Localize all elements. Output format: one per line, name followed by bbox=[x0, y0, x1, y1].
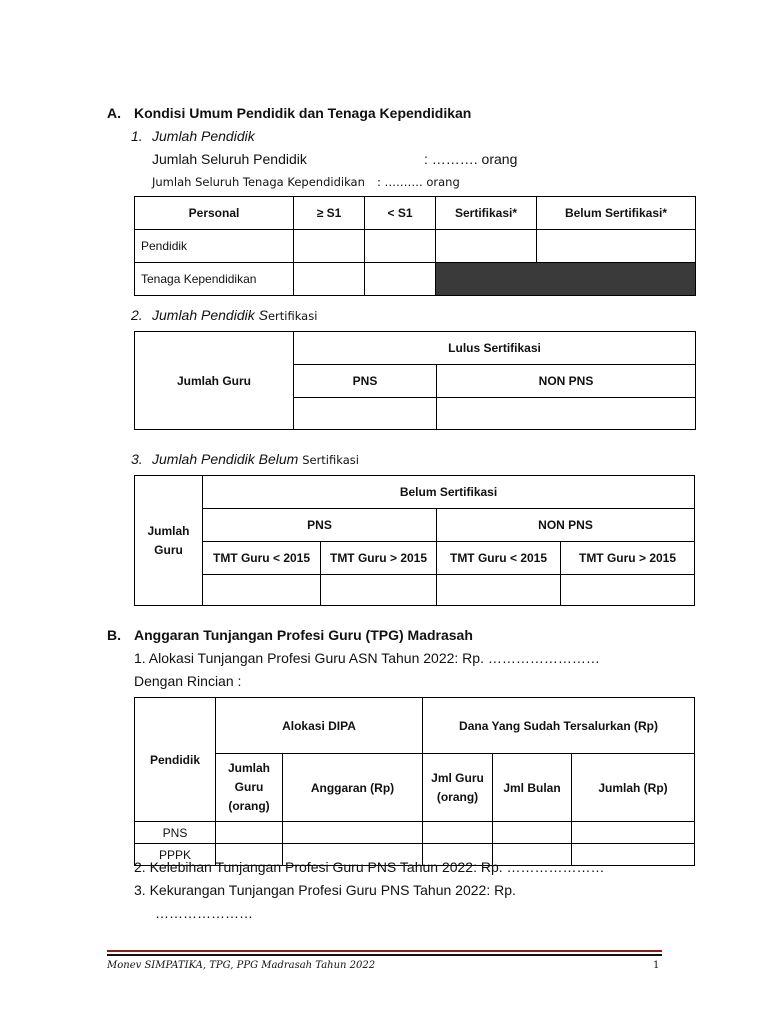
table-belum-sertifikasi bbox=[134, 475, 695, 606]
th-pendidik: Pendidik bbox=[135, 698, 216, 822]
cell[interactable] bbox=[423, 822, 493, 844]
th-jml-guru-orang bbox=[423, 754, 493, 822]
th-jumlah-guru-line1: Jumlah bbox=[227, 761, 270, 775]
footer-rule-dark bbox=[107, 954, 662, 956]
item2-kelebihan: 2. Kelebihan Tunjangan Profesi Guru PNS Tahun 2022: Rp. ………………… bbox=[134, 859, 605, 875]
th-tmt-pns-after: TMT Guru > 2015 bbox=[321, 542, 437, 575]
th-jumlah-rp: Jumlah (Rp) bbox=[572, 754, 695, 822]
th-s1-up: ≥ S1 bbox=[294, 197, 365, 230]
sub3-title-italic: Jumlah Pendidik Belum bbox=[152, 451, 303, 467]
cell[interactable] bbox=[294, 263, 365, 296]
th-alokasi-dipa: Alokasi DIPA bbox=[216, 698, 423, 754]
th-jumlah-guru bbox=[135, 476, 203, 606]
sub3-title bbox=[152, 451, 359, 469]
item3-kekurangan-cont: ………………… bbox=[155, 905, 253, 921]
page-number: 1 bbox=[653, 960, 660, 971]
th-belum-sertifikasi: Belum Sertifikasi bbox=[203, 476, 695, 509]
jumlah-tendik-label: Jumlah Seluruh Tenaga Kependidikan bbox=[152, 175, 365, 189]
cell[interactable] bbox=[572, 822, 695, 844]
th-tmt-pns-before: TMT Guru < 2015 bbox=[203, 542, 321, 575]
footer-text: Monev SIMPATIKA, TPG, PPG Madrasah Tahun 2022 bbox=[107, 960, 376, 971]
sub2-title bbox=[152, 307, 317, 325]
th-jumlah-guru-line2: Guru bbox=[234, 780, 264, 794]
cell[interactable] bbox=[436, 230, 537, 263]
row-tendik: Tenaga Kependidikan bbox=[135, 263, 294, 296]
section-a-title: Kondisi Umum Pendidik dan Tenaga Kependidikan bbox=[134, 105, 472, 121]
th-jumlah-guru-line2: Guru bbox=[154, 543, 183, 557]
sub2-number: 2. bbox=[131, 307, 143, 323]
row-pns: PNS bbox=[135, 822, 216, 844]
footer-rule-red bbox=[107, 950, 662, 952]
th-jml-guru-line2: (orang) bbox=[436, 789, 479, 804]
shaded-cell bbox=[436, 263, 696, 296]
jumlah-tendik-value: : ………. orang bbox=[377, 175, 460, 189]
sub3-number: 3. bbox=[131, 451, 143, 467]
th-sertifikasi: Sertifikasi* bbox=[436, 197, 537, 230]
cell[interactable] bbox=[321, 575, 437, 606]
th-jml-guru-line1: Jml Guru bbox=[431, 770, 484, 785]
section-b-marker: B. bbox=[107, 627, 121, 643]
th-non-pns: NON PNS bbox=[437, 365, 696, 398]
th-jml-bulan: Jml Bulan bbox=[493, 754, 572, 822]
cell[interactable] bbox=[294, 230, 365, 263]
th-belum-sertifikasi: Belum Sertifikasi* bbox=[537, 197, 696, 230]
jumlah-pendidik-label: Jumlah Seluruh Pendidik bbox=[152, 151, 307, 167]
cell[interactable] bbox=[561, 575, 695, 606]
th-jumlah-guru-line1: Jumlah bbox=[147, 524, 190, 538]
item1-alokasi: 1. Alokasi Tunjangan Profesi Guru ASN Tahun 2022: Rp. …………………… bbox=[134, 650, 600, 666]
cell[interactable] bbox=[493, 822, 572, 844]
th-tmt-nonpns-before: TMT Guru < 2015 bbox=[437, 542, 561, 575]
sub2-title-rest: ertifikasi bbox=[267, 309, 318, 323]
cell[interactable] bbox=[365, 263, 436, 296]
section-a-marker: A. bbox=[107, 105, 121, 121]
th-dana-tersalurkan: Dana Yang Sudah Tersalurkan (Rp) bbox=[423, 698, 695, 754]
cell[interactable] bbox=[437, 575, 561, 606]
th-anggaran: Anggaran (Rp) bbox=[283, 754, 423, 822]
th-tmt-nonpns-after: TMT Guru > 2015 bbox=[561, 542, 695, 575]
th-personal: Personal bbox=[135, 197, 294, 230]
sub3-title-rest: Sertifikasi bbox=[302, 453, 359, 467]
row-pppk: PPPK bbox=[135, 844, 216, 866]
cell[interactable] bbox=[537, 230, 696, 263]
table-personal bbox=[134, 196, 696, 296]
cell[interactable] bbox=[365, 230, 436, 263]
th-s1-down: < S1 bbox=[365, 197, 436, 230]
table-anggaran-tpg bbox=[134, 697, 695, 866]
sub2-title-italic: Jumlah Pendidik S bbox=[152, 307, 268, 323]
cell[interactable] bbox=[294, 398, 437, 430]
dengan-rincian: Dengan Rincian : bbox=[134, 673, 242, 689]
th-jumlah-guru: Jumlah Guru bbox=[135, 332, 294, 430]
sub1-number: 1. bbox=[131, 128, 143, 144]
cell[interactable] bbox=[437, 398, 696, 430]
section-b-title: Anggaran Tunjangan Profesi Guru (TPG) Madrasah bbox=[134, 627, 473, 643]
cell[interactable] bbox=[216, 822, 283, 844]
item3-kekurangan: 3. Kekurangan Tunjangan Profesi Guru PNS Tahun 2022: Rp. bbox=[134, 882, 516, 898]
table-lulus-sertifikasi bbox=[134, 331, 696, 430]
th-pns: PNS bbox=[294, 365, 437, 398]
th-pns: PNS bbox=[203, 509, 437, 542]
th-non-pns: NON PNS bbox=[437, 509, 695, 542]
th-jumlah-guru-line3: (orang) bbox=[228, 799, 270, 813]
th-lulus-sertifikasi: Lulus Sertifikasi bbox=[294, 332, 696, 365]
sub1-title: Jumlah Pendidik bbox=[152, 128, 255, 144]
row-pendidik: Pendidik bbox=[135, 230, 294, 263]
jumlah-pendidik-value: : ………. orang bbox=[424, 151, 518, 167]
cell[interactable] bbox=[283, 822, 423, 844]
cell[interactable] bbox=[203, 575, 321, 606]
th-jumlah-guru-orang bbox=[216, 754, 283, 822]
